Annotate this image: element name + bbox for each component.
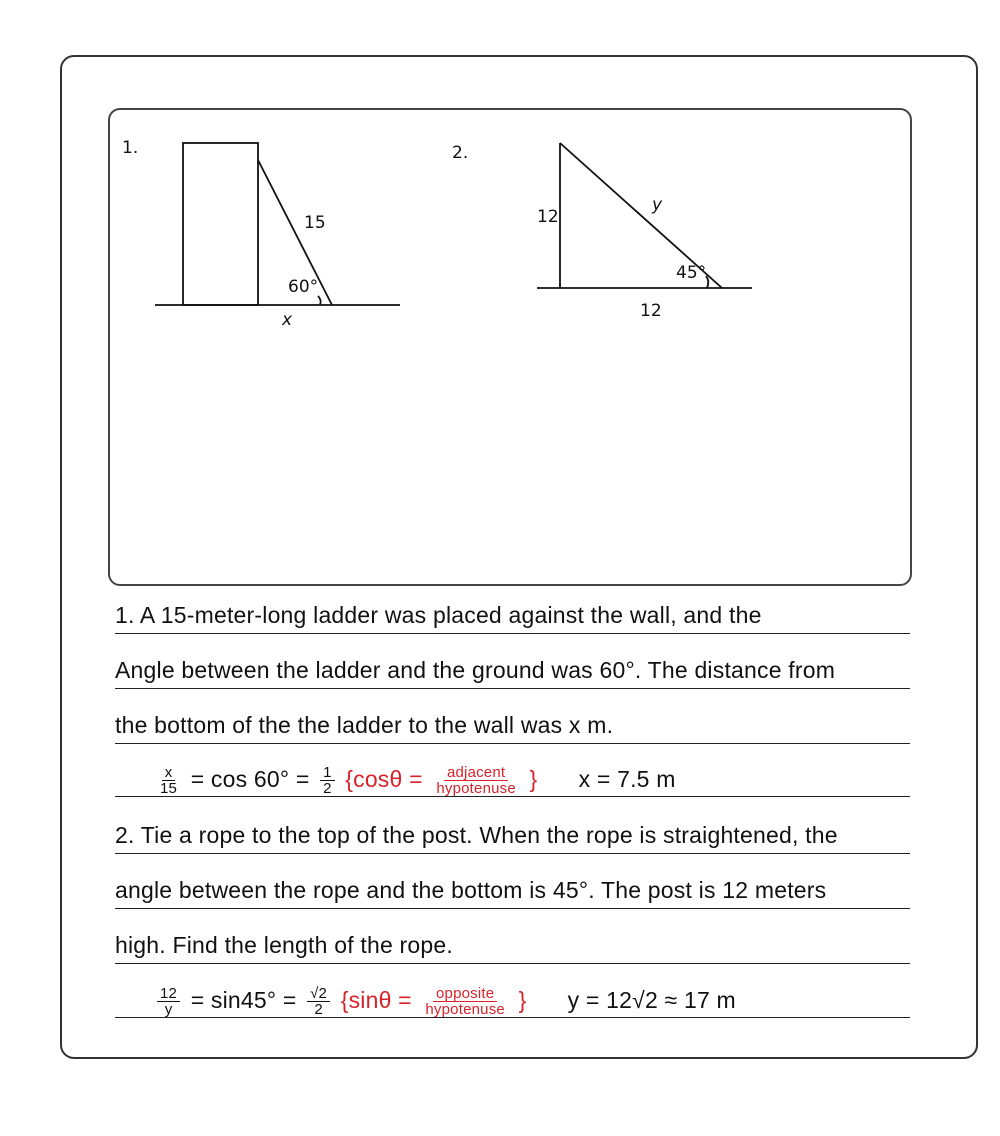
numerator: adjacent: [444, 765, 508, 781]
problem-1-solution: [115, 761, 910, 797]
problem-1-line-2: Angle between the ladder and the ground was 60°. The distance from: [115, 652, 910, 689]
rope-label: y: [652, 195, 663, 215]
hint-fraction: [433, 765, 519, 796]
angle-arc: [706, 276, 708, 288]
denominator: hypotenuse: [425, 1001, 505, 1019]
figure-2-post: [537, 143, 752, 288]
hint-close: }: [518, 987, 527, 1013]
angle-arc: [318, 296, 321, 305]
half-fraction: [307, 986, 330, 1017]
numerator: √2: [307, 986, 330, 1002]
hint-fraction: [422, 986, 508, 1017]
figure-2-number: 2.: [452, 143, 469, 163]
numerator: x: [162, 765, 176, 781]
equation-text: = cos 60° =: [190, 766, 310, 792]
numerator: opposite: [433, 986, 497, 1002]
equation-text: = sin45° =: [190, 987, 297, 1013]
angle-label: 45°: [676, 263, 707, 283]
figure-1-number: 1.: [122, 138, 139, 158]
problem-2-line-1: 2. Tie a rope to the top of the post. When the rope is straightened, the: [115, 817, 910, 854]
distance-label: x: [282, 310, 293, 330]
denominator: y: [164, 1001, 173, 1019]
numerator: 12: [157, 986, 180, 1002]
lhs-fraction: [157, 765, 180, 796]
problem-1-line-1: 1. A 15-meter-long ladder was placed against the wall, and the: [115, 597, 910, 634]
denominator: hypotenuse: [436, 780, 516, 798]
hint-close: }: [529, 766, 538, 792]
figure-1-ladder: [155, 143, 400, 305]
denominator: 2: [323, 780, 332, 798]
hint-open: {cosθ =: [345, 766, 423, 792]
wall: [183, 143, 258, 305]
denominator: 15: [160, 780, 178, 798]
numerator: 1: [320, 765, 335, 781]
ladder-length-label: 15: [304, 213, 326, 233]
hint-open: {sinθ =: [340, 987, 412, 1013]
problem-1-line-3: the bottom of the the ladder to the wall was x m.: [115, 707, 910, 744]
denominator: 2: [314, 1001, 323, 1019]
problem-2-line-2: angle between the rope and the bottom is 45°. The post is 12 meters: [115, 872, 910, 909]
half-fraction: [320, 765, 335, 796]
base-label: 12: [640, 301, 662, 321]
answer: y = 12√2 ≈ 17 m: [567, 987, 736, 1013]
answer: x = 7.5 m: [578, 766, 676, 792]
angle-label: 60°: [288, 277, 319, 297]
lhs-fraction: [157, 986, 180, 1017]
post-height-label: 12: [537, 207, 559, 227]
problem-2-line-3: high. Find the length of the rope.: [115, 927, 910, 964]
problem-2-solution: [115, 982, 910, 1018]
